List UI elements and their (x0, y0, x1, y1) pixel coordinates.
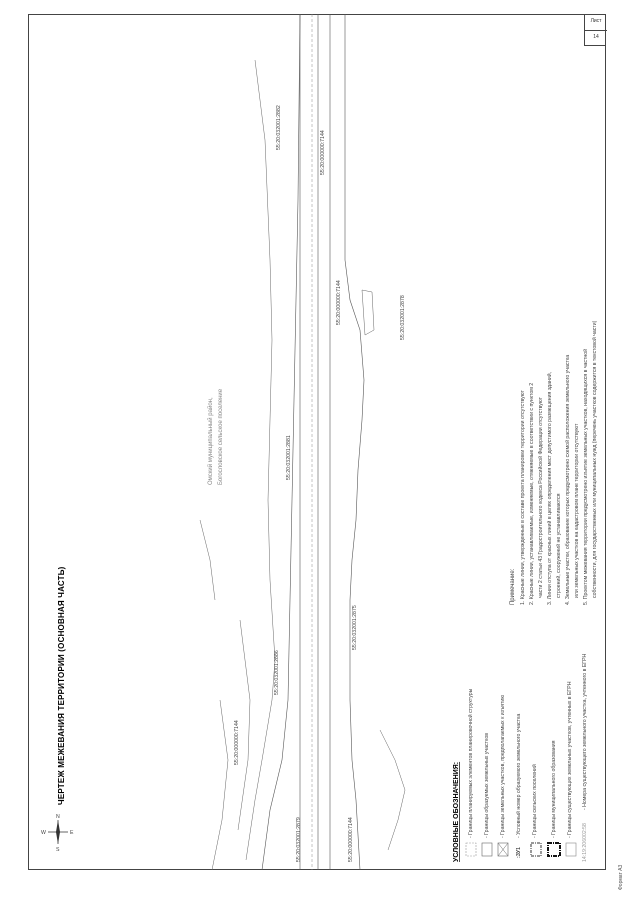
legend-item: - Границы сельских поселений (532, 764, 538, 838)
sheet-number: 14 (593, 34, 599, 40)
note-line: строений, сооружений не устанавливаются (556, 493, 562, 598)
legend-item: - Границы образуемых земельных участков (484, 733, 490, 838)
legend-item: - Границы земельных участков, предполагаемых к изъятию (500, 694, 506, 838)
compass-e: E (70, 830, 74, 836)
sheet-label: Лист (590, 18, 602, 24)
parcel-label: 55:20:032001:2882 (276, 105, 282, 150)
legend-heading: УСЛОВНЫЕ ОБОЗНАЧЕНИЯ: (453, 761, 460, 862)
note-line: или земельных участков на кадастровом плане территории отсутствуют (574, 423, 580, 598)
parcel-boundaries (200, 60, 405, 870)
parcel-label: 55:20:000000:7144 (336, 280, 342, 325)
parcel-label: 55:20:032001:2886 (274, 650, 280, 695)
legend-item: - Условный номер образуемого земельного участка (516, 713, 522, 838)
legend-item: - Номера существующего земельного участка, учтенного в ЕГРН (582, 653, 588, 810)
district-label-line1: Омский муниципальный район, (208, 397, 214, 485)
legend-items (467, 653, 588, 838)
parcel-label: 55:20:032001:2878 (400, 295, 406, 340)
notes-heading: Примечание: (510, 568, 516, 605)
note-line: собственности, для государственных или муниципальных нужд (перечень участков содержится в текстовой части) (592, 320, 598, 598)
parcel-label: 55:20:000000:7144 (348, 817, 354, 862)
format-label: Формат А3 (618, 864, 624, 890)
compass-icon (41, 814, 74, 853)
notes-lines (520, 320, 598, 605)
note-line: 5. Проектом межевания территории предусмотрено изъятие земельных участков, находящихся в частной (583, 348, 589, 605)
note-line: 4. Земельные участки, образование которых предусмотрено схемой расположения земельного участка (565, 354, 571, 605)
compass-s: S (56, 847, 60, 853)
note-line: 1. Красные линии, утвержденные в составе проекта планировки территории отсутствуют (520, 390, 526, 605)
legend-item: - Границы планируемых элементов планировочной структуры (468, 688, 474, 838)
parcel-label: 55:20:000000:7144 (320, 130, 326, 175)
note-line: 2. Красные линии, устанавливаемые, изменяемые, отменяемые в соответствии с пунктом 2 (529, 382, 535, 605)
district-label-line2: Богословское сельское поселение (218, 388, 224, 485)
legend-symbol-zu1: :ЗУ1 (516, 847, 522, 858)
parcel-label: 55:20:032001:2879 (296, 817, 302, 862)
parcel-label: 55:20:032001:2881 (286, 435, 292, 480)
note-line: 3. Линии отступа от красных линий в целях определения мест допустимого размещения зданий, (547, 371, 553, 605)
compass-n: N (56, 814, 60, 820)
legend-item: - Границы муниципального образования (551, 740, 557, 838)
parcel-labels (234, 105, 406, 862)
note-line: части 2 статьи 43 Градостроительного кодекса Российской Федерации отсутствуют (538, 396, 544, 598)
parcel-label: 55:20:000000:7144 (234, 720, 240, 765)
compass-w: W (41, 830, 46, 836)
legend-item: - Границы существующих земельных участков, учтенных в ЕГРН (567, 681, 573, 838)
page-title: ЧЕРТЕЖ МЕЖЕВАНИЯ ТЕРРИТОРИИ (ОСНОВНАЯ ЧАСТЬ) (57, 566, 66, 805)
legend-symbol-parcel-number: 14:19:206002:58 (582, 823, 588, 862)
parcel-label: 55:20:032001:2875 (352, 605, 358, 650)
